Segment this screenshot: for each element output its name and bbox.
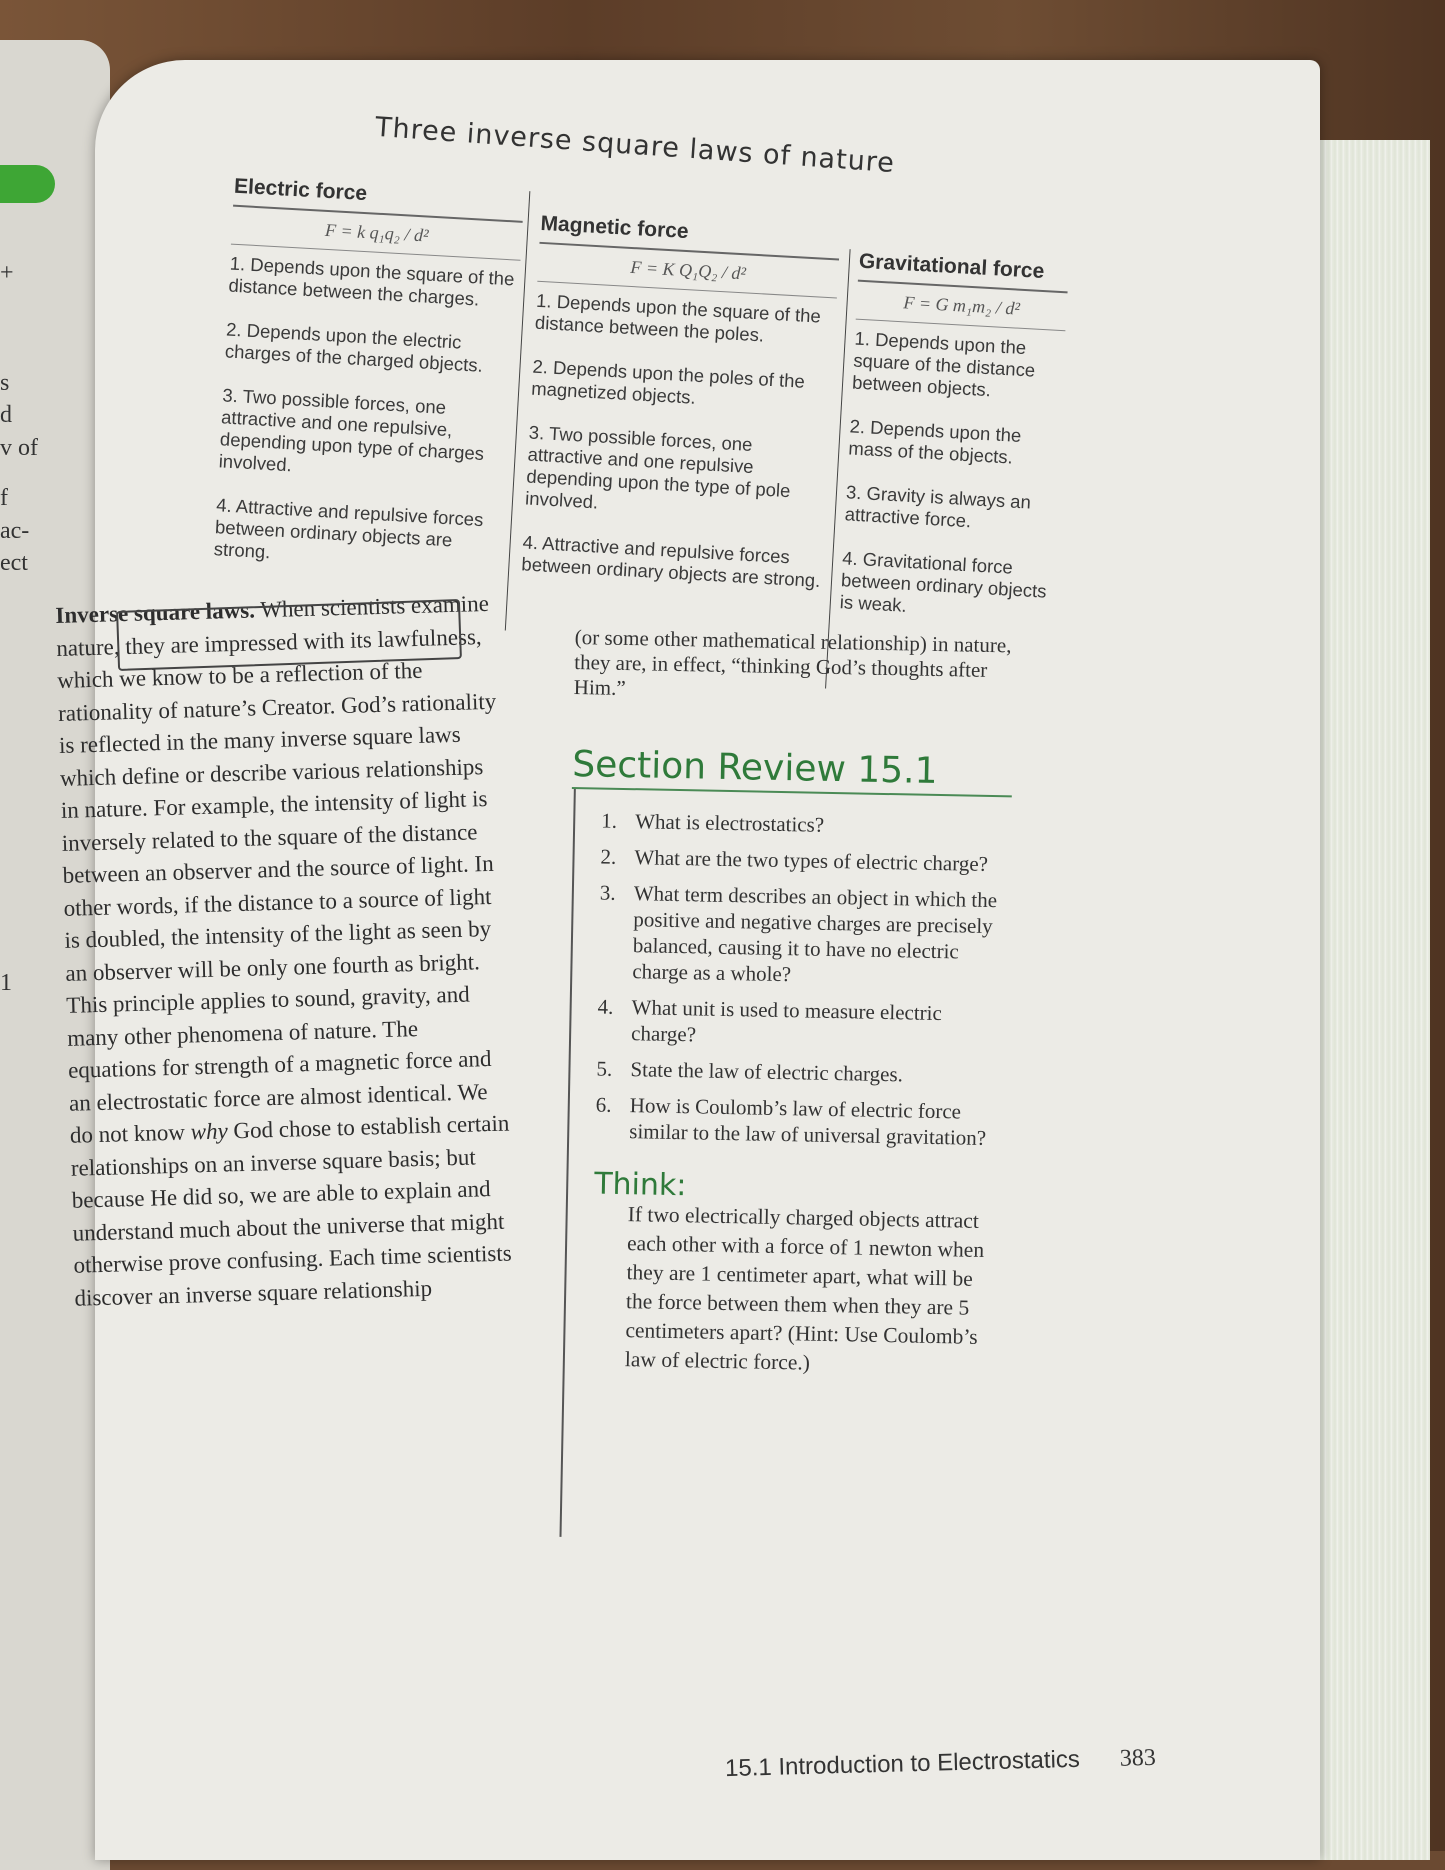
pen-annotation [116,599,462,671]
book-page [55,60,1320,1860]
continuation-text: (or some other mathematical relationship) in nature, they are, in effect, “thinking God’s thoughts after Him.” [573,625,1012,700]
review-question: 1. What is electrostatics? [601,808,825,837]
formula: F = G m₁m₂ / d² [856,290,1067,332]
list-item: 3. Two possible forces, one attractive and one repulsive depending upon the type of pole involved. [524,421,792,513]
review-question: 2. What are the two types of electric charge? [600,844,989,876]
column-heading: Magnetic force [539,212,840,261]
emphasis-text: why [190,1118,229,1145]
think-text: If two electrically charged objects attract each other with a force of 1 newton when they are 1 centimeter apart, what will be the force between them when they are 5 centimeters apart? (Hint: Use Coulomb’s law of electric force.) [624,1202,985,1375]
list-item: 4. Gravitational force between ordinary objects is weak. [839,547,1048,616]
column-magnetic-force [517,212,841,668]
edge-fragment: s [0,370,10,396]
list-item: 3. Gravity is always an attractive force. [844,481,1032,532]
section-review-title: Section Review 15.1 [572,744,1013,797]
body-paragraph [55,588,515,1315]
edge-fragment: f [0,485,8,511]
paragraph-text: God chose to establish certain relationships on an inverse square basis; but because He did so, we are able to explain and understand much about the universe that might otherwise prove confusing. Each time scientists discover an inverse square relationship [70,1110,512,1311]
section-review-box [559,789,1011,1545]
list-item: 4. Attractive and repulsive forces between ordinary objects are strong. [520,531,821,591]
page-footer [725,1741,1266,1783]
think-question [591,1166,1005,1381]
formula: F = k q₁q₂ / d² [231,215,522,261]
right-column [557,625,1014,1545]
edge-fragment: ac- [0,518,30,544]
footer-section-title: 15.1 Introduction to Electrostatics [724,1745,1081,1783]
column-heading: Gravitational force [858,250,1069,294]
formula: F = K Q₁Q₂ / d² [537,252,838,299]
review-question: 3. What term describes an object in which the positive and negative charges are precisely balanced, causing it to have no electric charge as a whole? [599,880,998,987]
paragraph-heading: Inverse square laws. [55,597,256,628]
green-tab [0,165,55,203]
list-item: 2. Depends upon the electric charges of the charged objects. [224,318,484,376]
edge-fragment: ect [0,550,28,576]
page-number: 383 [1119,1744,1157,1772]
review-question: 5. State the law of electric charges. [596,1056,904,1087]
review-question: 4. What unit is used to measure electric charge? [597,994,943,1047]
think-label: Think: [593,1166,687,1204]
list-item: 3. Two possible forces, one attractive and one repulsive, depending upon type of charges involved. [218,384,485,476]
list-item: 2. Depends upon the poles of the magnetized objects. [530,355,806,408]
edge-fragment: 1 [0,970,12,996]
paragraph-text: When scientists examine nature, they are impressed with its lawfulness, which we know to be a reflection of the rationality of nature’s Creator. God’s rationality is reflected in the many inverse square laws which define or describe various relationships in nature. For example, the intensity of light is inversely related to the square of the distance between an observer and the source of light. In other words, if the distance to a source of light is doubled, the intensity of the light as seen by an observer will be only one fourth as bright. This principle applies to sound, gravity, and many other phenomena of nature. The equations for strength of a magnetic force and an electrostatic force are almost identical. We do not know [55,590,497,1148]
edge-fragment: + [0,260,14,286]
column-electric-force [210,175,524,631]
table-title: Three inverse square laws of nature [374,111,896,180]
list-item: 2. Depends upon the mass of the objects. [847,415,1022,468]
column-heading: Electric force [233,175,524,223]
list-item: 1. Depends upon the square of the distance between the charges. [228,252,515,310]
list-item: 1. Depends upon the square of the distance between objects. [851,327,1036,401]
list-item: 4. Attractive and repulsive forces between ordinary objects are strong. [213,494,484,563]
review-question: 6. How is Coulomb’s law of electric force similar to the law of universal gravitation? [595,1092,987,1150]
edge-fragment: d [0,402,12,428]
list-item: 1. Depends upon the square of the distance between the poles. [534,289,822,346]
edge-fragment: v of [0,435,38,461]
